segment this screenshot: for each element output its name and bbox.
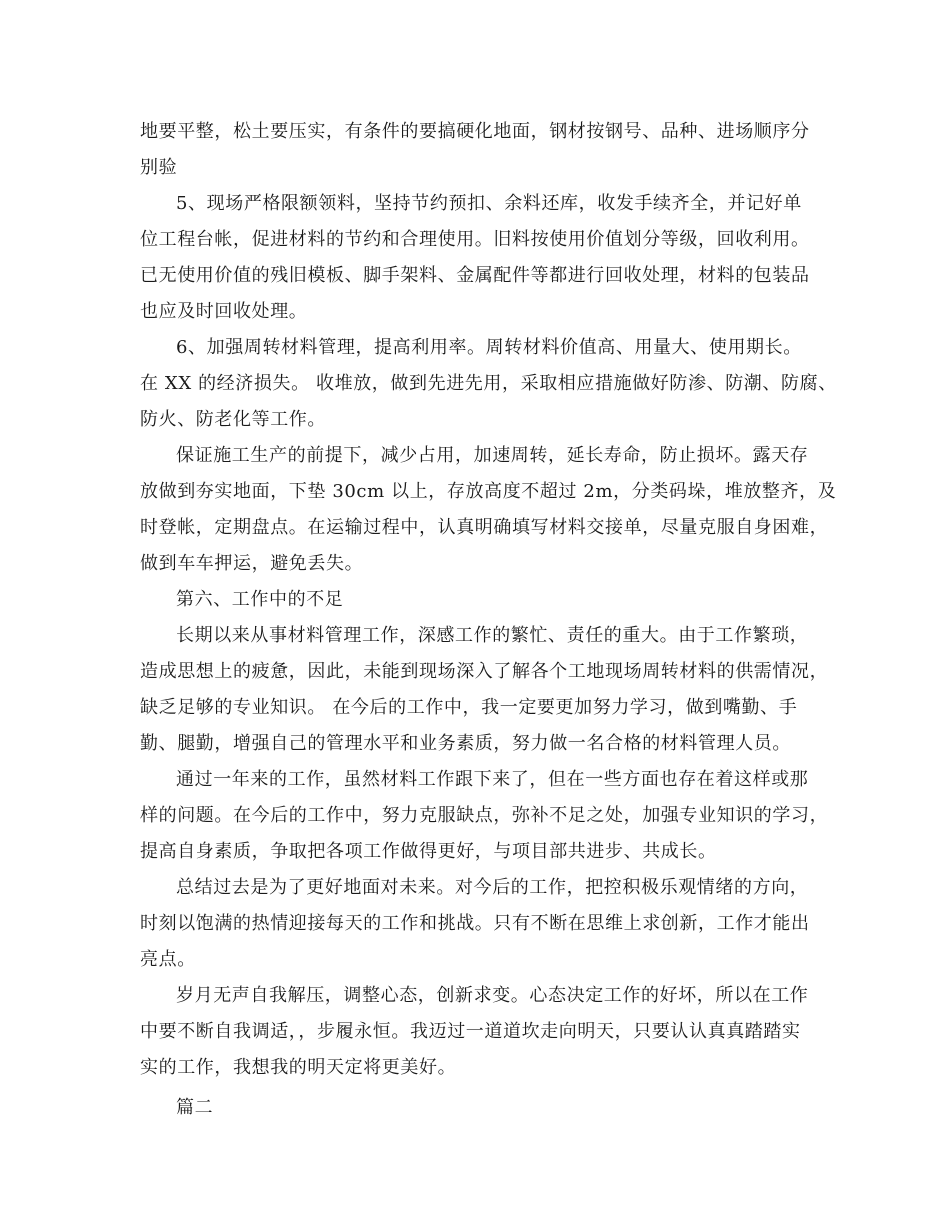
text-line: 中要不断自我调适，，步履永恒。我迈过一道道坎走向明天，只要认认真真踏踏实	[140, 1021, 801, 1042]
text-line: 位工程台帐，促进材料的节约和合理使用。旧料按使用价值划分等级，回收利用。	[140, 229, 810, 250]
section-heading: 篇二	[176, 1097, 214, 1118]
text-line: 长期以来从事材料管理工作，深感工作的繁忙、责任的重大。由于工作繁琐，	[176, 625, 809, 646]
text-line: 样的问题。在今后的工作中，努力克服缺点，弥补不足之处，加强专业知识的学习，	[140, 805, 829, 826]
text-line: 保证施工生产的前提下，减少占用，加速周转，延长寿命，防止损坏。露天存	[176, 445, 809, 466]
text-line: 勤、腿勤，增强自己的管理水平和业务素质，努力做一名合格的材料管理人员。	[140, 733, 791, 754]
text-line: 在 XX 的经济损失。 收堆放，做到先进先用，采取相应措施做好防渗、防潮、防腐、	[140, 373, 837, 394]
text-line: 时刻以饱满的热情迎接每天的工作和挑战。只有不断在思维上求创新，工作才能出	[140, 913, 810, 934]
text-line: 别验	[140, 157, 178, 178]
text-line: 已无使用价值的残旧模板、脚手架料、金属配件等都进行回收处理，材料的包装品	[140, 265, 810, 286]
text-line: 也应及时回收处理。	[140, 301, 308, 322]
text-line: 实的工作，我想我的明天定将更美好。	[140, 1057, 457, 1078]
text-line: 放做到夯实地面，下垫 30cm 以上，存放高度不超过 2m，分类码垛，堆放整齐，及	[140, 481, 837, 502]
text-line: 防火、防老化等工作。	[140, 409, 326, 430]
text-line: 时登帐，定期盘点。在运输过程中，认真明确填写材料交接单，尽量克服自身困难，	[140, 517, 829, 538]
text-line: 总结过去是为了更好地面对未来。对今后的工作，把控积极乐观情绪的方向，	[176, 877, 809, 898]
text-line: 缺乏足够的专业知识。 在今后的工作中，我一定要更加努力学习，做到嘴勤、手	[140, 697, 798, 718]
text-line: 6、加强周转材料管理，提高利用率。周转材料价值高、用量大、使用期长。	[176, 337, 802, 358]
text-line: 岁月无声自我解压，调整心态，创新求变。心态决定工作的好坏，所以在工作	[176, 985, 809, 1006]
text-line: 5、现场严格限额领料，坚持节约预扣、余料还库，收发手续齐全，并记好单	[176, 193, 802, 214]
text-line: 造成思想上的疲惫，因此，未能到现场深入了解各个工地现场周转材料的供需情况，	[140, 661, 829, 682]
text-line: 地要平整，松土要压实，有条件的要搞硬化地面，钢材按钢号、品种、进场顺序分	[140, 121, 810, 142]
text-line: 通过一年来的工作，虽然材料工作跟下来了，但在一些方面也存在着这样或那	[176, 769, 809, 790]
text-line: 亮点。	[140, 949, 196, 970]
text-line: 做到车车押运，避免丢失。	[140, 553, 364, 574]
text-line: 提高自身素质，争取把各项工作做得更好，与项目部共进步、共成长。	[140, 841, 717, 862]
section-heading: 第六、工作中的不足	[176, 589, 344, 610]
